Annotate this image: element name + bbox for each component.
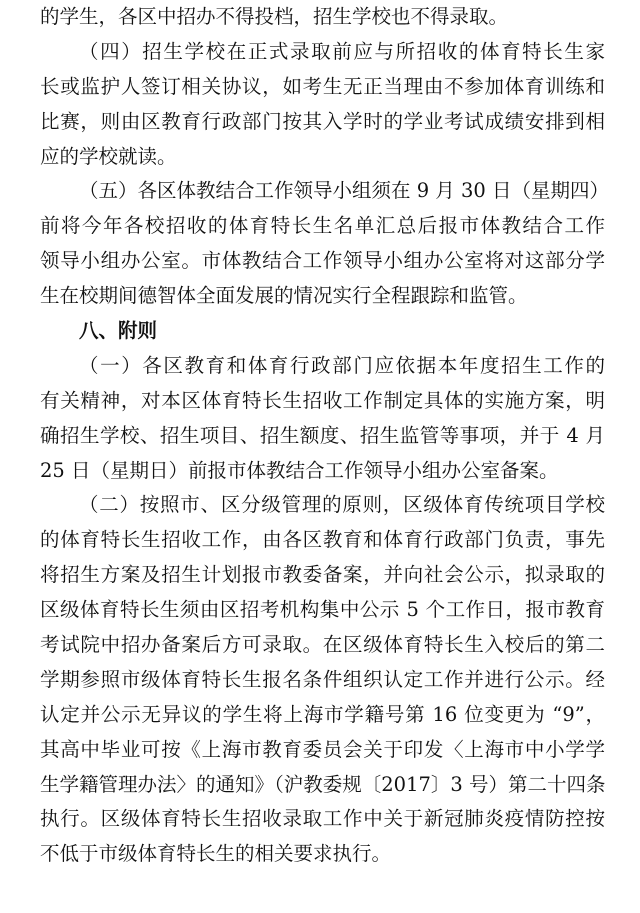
text-line: 将招生方案及招生计划报市教委备案，并向社会公示，拟录取的: [40, 563, 605, 587]
text-line: （二）按照市、区分级管理的原则，区级体育传统项目学校: [79, 493, 605, 517]
text-line: 区级体育特长生须由区招考机构集中公示 5 个工作日，报市教育: [40, 598, 605, 622]
paragraph: [40, 174, 610, 314]
text-line: 比赛，则由区教育行政部门按其入学时的学业考试成绩安排到相: [40, 109, 605, 133]
text-line: 执行。区级体育特长生招收录取工作中关于新冠肺炎疫情防控按: [40, 807, 605, 831]
heading-text: 八、附则: [79, 319, 158, 343]
section-heading: [40, 314, 605, 349]
text-line: 前将今年各校招收的体育特长生名单汇总后报市体教结合工作: [40, 214, 605, 238]
text-line: 长或监护人签订相关协议，如考生无正当理由不参加体育训练和: [40, 74, 605, 98]
text-line: 生学籍管理办法〉的通知》（沪教委规〔2017〕3 号）第二十四条: [40, 772, 606, 796]
text-line: 学期参照市级体育特长生报名条件组织认定工作并进行公示。经: [40, 667, 605, 691]
paragraph: [40, 349, 605, 489]
text-line: 有关精神，对本区体育特长生招收工作制定具体的实施方案，明: [40, 388, 605, 412]
document-page: [40, 0, 610, 872]
text-line: 考试院中招办备案后方可录取。在区级体育特长生入校后的第二: [40, 633, 605, 657]
text-line: 的学生，各区中招办不得投档，招生学校也不得录取。: [40, 5, 509, 28]
text-line: 其高中毕业可按《上海市教育委员会关于印发〈上海市中小学学: [40, 737, 605, 761]
paragraph: [40, 488, 605, 872]
text-line: 确招生学校、招生项目、招生额度、招生监管等事项，并于 4 月: [40, 423, 605, 447]
text-line: 领导小组办公室。市体教结合工作领导小组办公室将对这部分学: [40, 249, 605, 273]
paragraph: [40, 0, 605, 35]
text-line: 认定并公示无异议的学生将上海市学籍号第 16 位变更为 “9”，: [40, 702, 605, 726]
text-line: 25 日（星期日）前报市体教结合工作领导小组办公室备案。: [40, 458, 559, 482]
text-line: （五）各区体教结合工作领导小组须在 9 月 30 日（星期四）: [79, 179, 610, 203]
text-line: 生在校期间德智体全面发展的情况实行全程跟踪和监管。: [40, 284, 528, 308]
paragraph: [40, 35, 605, 175]
text-line: （四）招生学校在正式录取前应与所招收的体育特长生家: [79, 39, 605, 63]
text-line: （一）各区教育和体育行政部门应依据本年度招生工作的: [79, 353, 605, 377]
text-line: 的体育特长生招收工作，由各区教育和体育行政部门负责，事先: [40, 528, 605, 552]
text-line: 应的学校就读。: [40, 144, 177, 168]
text-line: 不低于市级体育特长生的相关要求执行。: [40, 842, 392, 866]
